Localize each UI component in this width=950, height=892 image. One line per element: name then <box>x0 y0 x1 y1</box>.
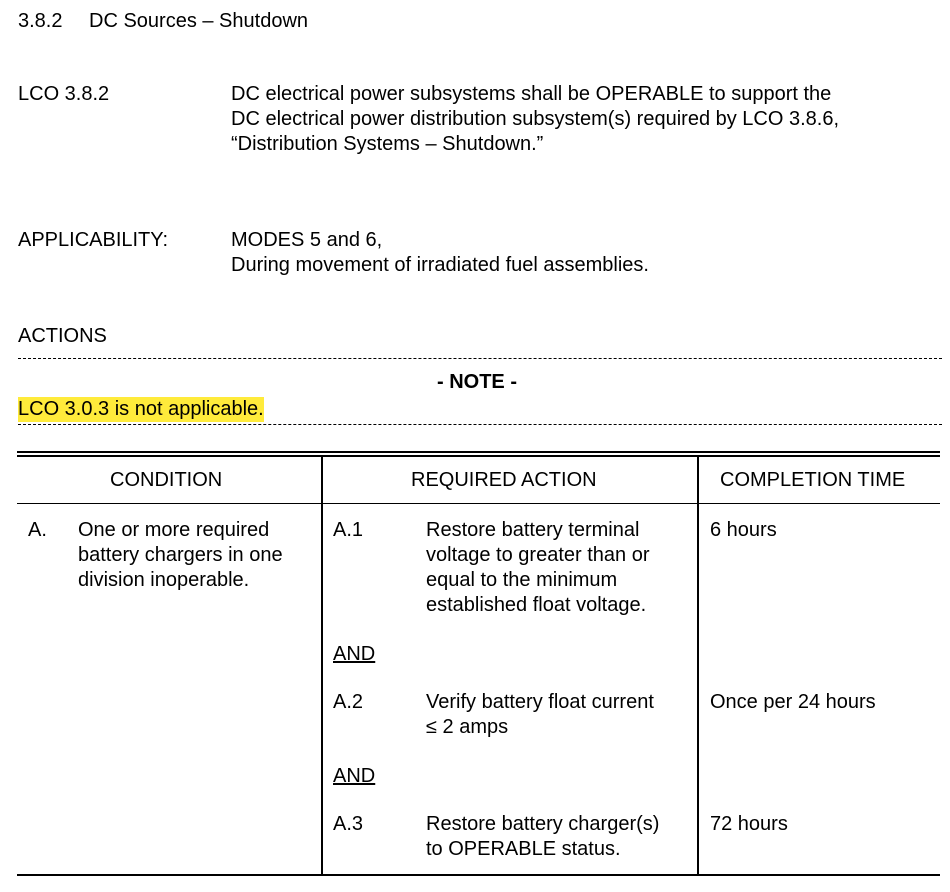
action-a3-id: A.3 <box>333 813 364 835</box>
and-connector-1: AND <box>333 643 376 665</box>
action-a2-id: A.2 <box>333 691 364 713</box>
table-header-divider <box>17 503 940 504</box>
action-a1-line-3: equal to the minimum <box>426 569 618 591</box>
header-condition: CONDITION <box>110 469 223 491</box>
action-a3-time: 72 hours <box>710 813 788 835</box>
table-top-border <box>17 451 940 453</box>
section-number: 3.8.2 <box>18 10 63 32</box>
header-completion-time: COMPLETION TIME <box>720 469 906 491</box>
action-a1-line-4: established float voltage. <box>426 594 647 616</box>
condition-line-1: One or more required <box>78 519 270 541</box>
note-bottom-divider <box>18 424 942 425</box>
action-a1-line-1: Restore battery terminal <box>426 519 640 541</box>
actions-heading: ACTIONS <box>18 325 107 347</box>
note-top-divider <box>18 358 942 359</box>
action-a3-line-2: to OPERABLE status. <box>426 838 621 860</box>
section-title: DC Sources – Shutdown <box>89 10 309 32</box>
action-a1-time: 6 hours <box>710 519 777 541</box>
lco-text-line-1: DC electrical power subsystems shall be OPERABLE to support the <box>231 83 832 105</box>
action-a3-line-1: Restore battery charger(s) <box>426 813 660 835</box>
and-connector-2: AND <box>333 765 376 787</box>
action-a2-time: Once per 24 hours <box>710 691 876 713</box>
action-a2-line-2: ≤ 2 amps <box>426 716 509 738</box>
action-a1-id: A.1 <box>333 519 364 541</box>
table-bottom-border <box>17 874 940 876</box>
lco-label: LCO 3.8.2 <box>18 83 110 105</box>
applicability-line-2: During movement of irradiated fuel assemblies. <box>231 254 649 276</box>
action-a2-line-1: Verify battery float current <box>426 691 654 713</box>
table-column-divider-1 <box>321 455 323 875</box>
applicability-label: APPLICABILITY: <box>18 229 169 251</box>
condition-line-3: division inoperable. <box>78 569 250 591</box>
applicability-line-1: MODES 5 and 6, <box>231 229 383 251</box>
note-title: - NOTE - <box>437 371 517 393</box>
table-column-divider-2 <box>697 455 699 875</box>
table-top-border-inner <box>17 455 940 457</box>
note-text: LCO 3.0.3 is not applicable. <box>18 398 264 420</box>
header-required-action: REQUIRED ACTION <box>411 469 597 491</box>
action-a1-line-2: voltage to greater than or <box>426 544 650 566</box>
condition-line-2: battery chargers in one <box>78 544 283 566</box>
condition-id: A. <box>28 519 47 541</box>
lco-text-line-2: DC electrical power distribution subsystem(s) required by LCO 3.8.6, <box>231 108 840 130</box>
lco-text-line-3: “Distribution Systems – Shutdown.” <box>231 133 544 155</box>
